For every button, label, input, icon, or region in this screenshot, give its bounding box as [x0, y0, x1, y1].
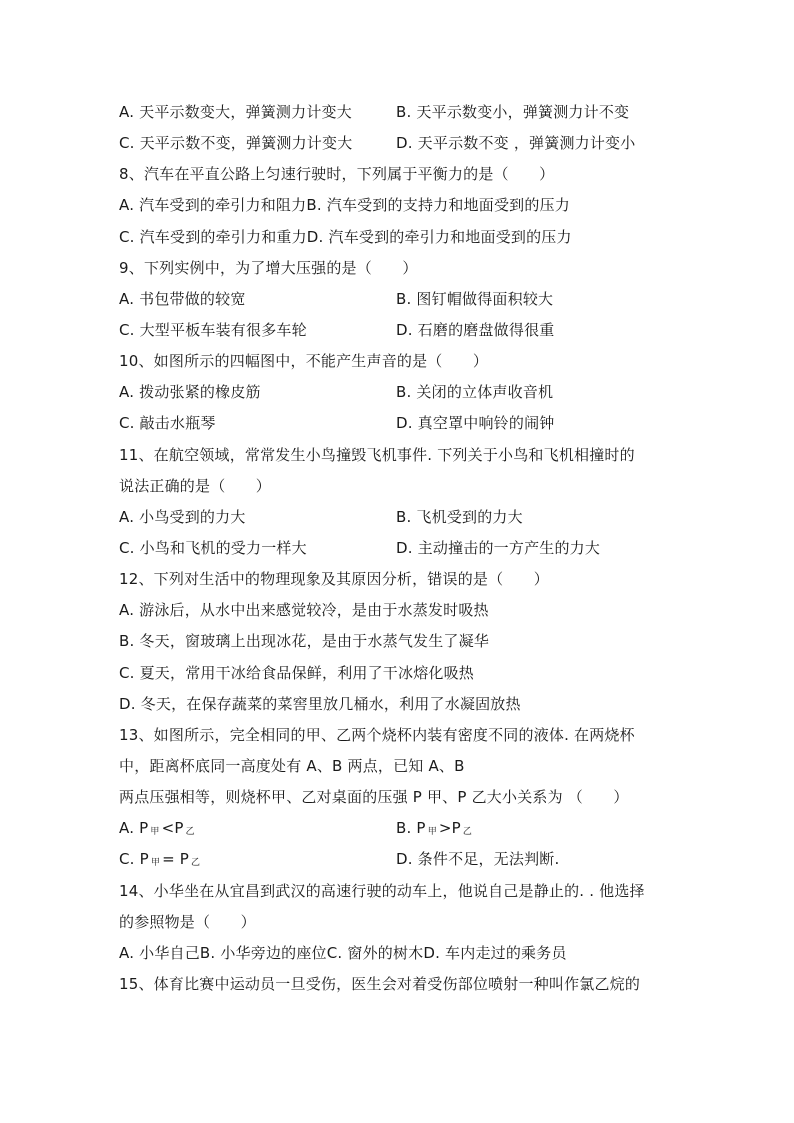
q9-option-a: A. 书包带做的较宽: [119, 290, 246, 308]
q13-option-d: D. 条件不足，无法判断.: [396, 850, 560, 868]
q13-b-subscript-yi: 乙: [462, 827, 473, 837]
q14-stem-line2: 的参照物是（ ）: [119, 913, 256, 931]
q14-stem-line1: 14、小华坐在从宜昌到武汉的高速行驶的动车上，他说自己是静止的. . 他选择: [119, 882, 645, 900]
q8-options-cd: C. 汽车受到的牵引力和重力D. 汽车受到的牵引力和地面受到的压力: [119, 228, 572, 246]
q13-option-c: [119, 849, 202, 873]
q13-b-subscript-jia: 甲: [427, 827, 437, 837]
q11-stem-line2: 说法正确的是（ ）: [119, 477, 272, 495]
q13-c-subscript-jia: 甲: [150, 858, 161, 868]
q11-option-d: D. 主动撞击的一方产生的力大: [396, 539, 601, 557]
q7-option-a: A. 天平示数变大，弹簧测力计变大: [119, 103, 352, 121]
q10-stem: 10、如图所示的四幅图中，不能产生声音的是（ ）: [119, 352, 489, 370]
q10-option-d: D. 真空罩中响铃的闹钟: [396, 414, 555, 432]
q12-option-b: B. 冬天，窗玻璃上出现冰花，是由于水蒸气发生了凝华: [119, 632, 490, 650]
q13-option-b: [396, 818, 474, 842]
q7-option-d: D. 天平示数不变 ，弹簧测力计变小: [396, 134, 636, 152]
q11-option-b: B. 飞机受到的力大: [396, 508, 523, 526]
q13-stem-line3: 两点压强相等，则烧杯甲、乙对桌面的压强 P 甲、P 乙大小关系为 （ ）: [119, 788, 629, 806]
q8-stem: 8、汽车在平直公路上匀速行驶时，下列属于平衡力的是（ ）: [119, 165, 555, 183]
q9-option-b: B. 图钉帽做得面积较大: [396, 290, 554, 308]
q12-option-d: D. 冬天，在保存蔬菜的菜窖里放几桶水，利用了水凝固放热: [119, 695, 521, 713]
q11-option-c: C. 小鸟和飞机的受力一样大: [119, 539, 307, 557]
q12-option-c: C. 夏天，常用干冰给食品保鲜，利用了干冰熔化吸热: [119, 664, 475, 682]
q10-option-c: C. 敲击水瓶琴: [119, 414, 216, 432]
q10-option-a: A. 拨动张紧的橡皮筋: [119, 383, 261, 401]
q13-b-relation: >P: [438, 819, 461, 837]
q13-c-subscript-yi: 乙: [191, 858, 201, 868]
q15-stem-line1: 15、体育比赛中运动员一旦受伤，医生会对着受伤部位喷射一种叫作氯乙烷的: [119, 975, 641, 993]
q7-option-b: B. 天平示数变小，弹簧测力计不变: [396, 103, 630, 121]
q13-a-subscript-yi: 乙: [185, 827, 195, 837]
q11-option-a: A. 小鸟受到的力大: [119, 508, 246, 526]
q9-option-d: D. 石磨的磨盘做得很重: [396, 321, 555, 339]
q13-c-relation: = P: [162, 850, 190, 868]
q12-option-a: A. 游泳后，从水中出来感觉较冷，是由于水蒸发时吸热: [119, 601, 489, 619]
q9-stem: 9、下列实例中，为了增大压强的是（ ）: [119, 259, 418, 277]
q8-options-ab: A. 汽车受到的牵引力和阻力B. 汽车受到的支持力和地面受到的压力: [119, 196, 570, 214]
q13-c-prefix: C. P: [119, 850, 149, 868]
q13-stem-line2: 中，距离杯底同一高度处有 A、B 两点，已知 A、B: [119, 757, 465, 775]
q11-stem-line1: 11、在航空领域，常常发生小鸟撞毁飞机事件. 下列关于小鸟和飞机相撞时的: [119, 446, 635, 464]
q9-option-c: C. 大型平板车装有很多车轮: [119, 321, 307, 339]
q12-stem: 12、下列对生活中的物理现象及其原因分析，错误的是（ ）: [119, 570, 549, 588]
q14-options: A. 小华自己B. 小华旁边的座位C. 窗外的树木D. 车内走过的乘务员: [119, 944, 567, 962]
q13-b-prefix: B. P: [396, 819, 426, 837]
q13-option-a: [119, 818, 197, 842]
q13-a-relation: <P: [161, 819, 184, 837]
q10-option-b: B. 关闭的立体声收音机: [396, 383, 554, 401]
q7-option-c: C. 天平示数不变，弹簧测力计变大: [119, 134, 353, 152]
q13-a-prefix: A. P: [119, 819, 149, 837]
q13-a-subscript-jia: 甲: [150, 827, 160, 837]
q13-stem-line1: 13、如图所示，完全相同的甲、乙两个烧杯内装有密度不同的液体. 在两烧杯: [119, 726, 635, 744]
